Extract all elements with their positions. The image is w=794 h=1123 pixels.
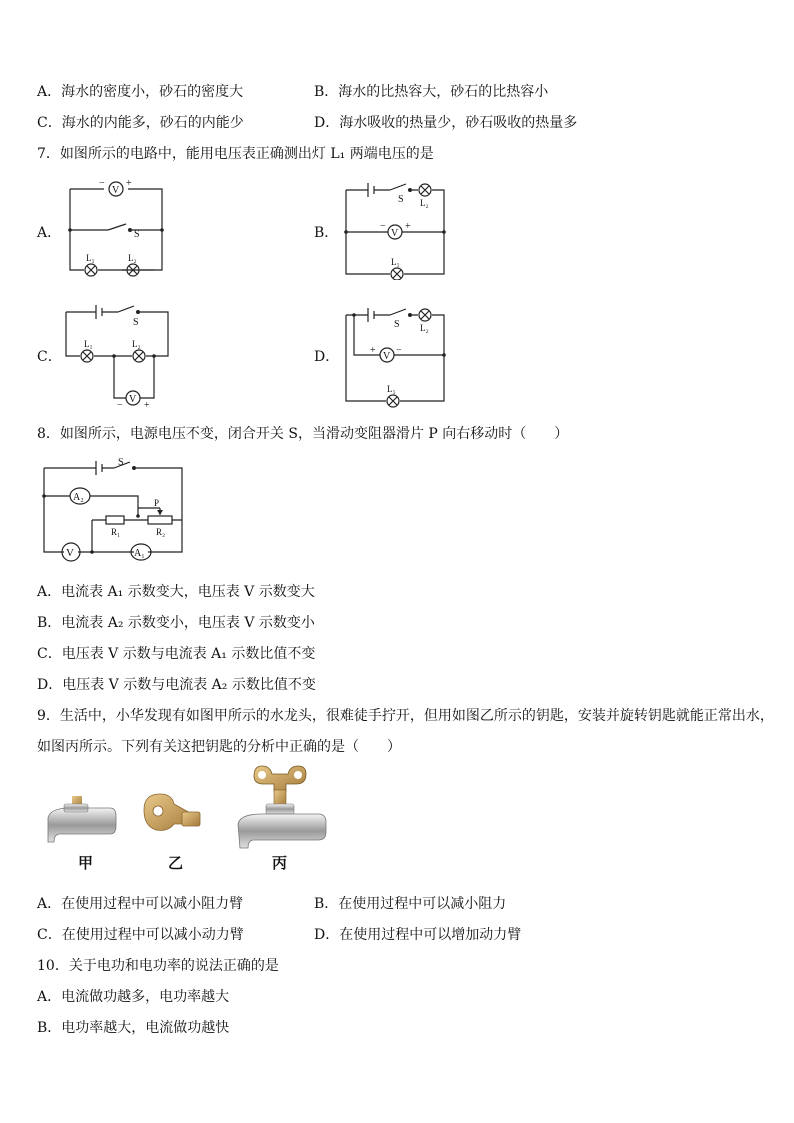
q7c-switch-label: S — [133, 317, 139, 328]
caption-yi: 乙 — [168, 856, 184, 872]
q7d-voltmeter-symbol: V — [383, 351, 391, 362]
q7a-minus: − — [99, 178, 105, 189]
q7-label-c: C． — [37, 349, 62, 365]
q7-stem: 7．如图所示的电路中，能用电压表正确测出灯 L₁ 两端电压的是 — [37, 146, 434, 162]
q9-stem-line1: 9．生活中，小华发现有如图甲所示的水龙头，很难徒手拧开，但用如图乙所示的钥匙，安装并旋转钥匙就能正常出水， — [37, 708, 774, 724]
q8-voltmeter-label: V — [66, 547, 74, 559]
q7d-minus: − — [396, 345, 402, 356]
q7d-switch-label: S — [394, 319, 400, 330]
q7a-switch-label: S — [134, 229, 140, 240]
q7-circuit-c — [62, 300, 172, 412]
q6-option-d: D．海水吸收的热量少，砂石吸收的热量多 — [314, 115, 578, 131]
q7c-lamp1-label: L₁ — [84, 339, 93, 349]
q8-ammeter2-label: A₂ — [73, 492, 84, 503]
q7d-lamp1-label: L₁ — [387, 384, 396, 394]
q7b-lamp1-label: L₁ — [391, 257, 400, 267]
q7d-lamp2-label: L₂ — [420, 323, 429, 333]
q7-label-d: D． — [314, 349, 340, 365]
q7c-plus: + — [144, 400, 150, 411]
q8-slider-label: P — [154, 498, 160, 508]
q7b-voltmeter-symbol: V — [391, 228, 399, 239]
faucet-bing-image — [238, 766, 326, 848]
q7a-plus: + — [126, 178, 132, 189]
q7-circuit-b — [340, 178, 450, 280]
q9-option-a: A．在使用过程中可以减小阻力臂 — [37, 896, 244, 912]
q8-ammeter1-label: A₁ — [134, 548, 145, 559]
q7b-plus: + — [405, 221, 411, 232]
q9-option-d: D．在使用过程中可以增加动力臂 — [314, 927, 522, 943]
q9-option-c: C．在使用过程中可以减小动力臂 — [37, 927, 244, 943]
q7b-switch-label: S — [398, 194, 404, 205]
key-yi-image — [144, 794, 200, 830]
q7-label-a: A． — [37, 225, 62, 241]
q8-r2-label: R₂ — [156, 527, 166, 537]
q6-option-b: B．海水的比热容大，砂石的比热容小 — [314, 84, 549, 100]
q7c-minus: − — [117, 400, 123, 411]
q6-option-c: C．海水的内能多，砂石的内能少 — [37, 115, 244, 131]
q8-option-d: D．电压表 V 示数与电流表 A₂ 示数比值不变 — [37, 677, 316, 693]
q6-option-a: A．海水的密度小，砂石的密度大 — [37, 84, 244, 100]
q8-option-b: B．电流表 A₂ 示数变小，电压表 V 示数变小 — [37, 615, 315, 631]
q7a-lamp2-label: L₂ — [128, 253, 137, 263]
q7-circuit-a — [62, 175, 172, 280]
q8-circuit — [38, 456, 186, 568]
q8-r1-label: R₁ — [111, 527, 121, 537]
q7a-voltmeter-symbol: V — [112, 185, 120, 196]
q7a-lamp1-label: L₁ — [86, 253, 95, 263]
q10-option-b: B．电功率越大，电流做功越快 — [37, 1020, 230, 1036]
q8-switch-label: S — [118, 457, 124, 468]
q7c-voltmeter-symbol: V — [129, 394, 137, 405]
caption-jia: 甲 — [78, 856, 94, 872]
q9-faucet-figures — [40, 762, 340, 874]
q8-stem: 8．如图所示，电源电压不变，闭合开关 S，当滑动变阻器滑片 P 向右移动时（ ） — [37, 426, 569, 442]
q7c-lamp2-label: L₂ — [132, 339, 141, 349]
q9-stem-line2: 如图丙所示。下列有关这把钥匙的分析中正确的是（ ） — [37, 739, 401, 755]
q7b-minus: − — [380, 221, 386, 232]
q7b-lamp2-label: L₂ — [420, 198, 429, 208]
caption-bing: 丙 — [272, 856, 288, 872]
q7-circuit-d — [340, 303, 450, 411]
q8-option-c: C．电压表 V 示数与电流表 A₁ 示数比值不变 — [37, 646, 316, 662]
q7-label-b: B． — [314, 225, 339, 241]
q7d-plus: + — [370, 345, 376, 356]
faucet-jia-image — [48, 796, 116, 842]
q10-option-a: A．电流做功越多，电功率越大 — [37, 989, 230, 1005]
q8-option-a: A．电流表 A₁ 示数变大，电压表 V 示数变大 — [37, 584, 315, 600]
q10-stem: 10．关于电功和电功率的说法正确的是 — [37, 958, 279, 974]
q9-option-b: B．在使用过程中可以减小阻力 — [314, 896, 507, 912]
